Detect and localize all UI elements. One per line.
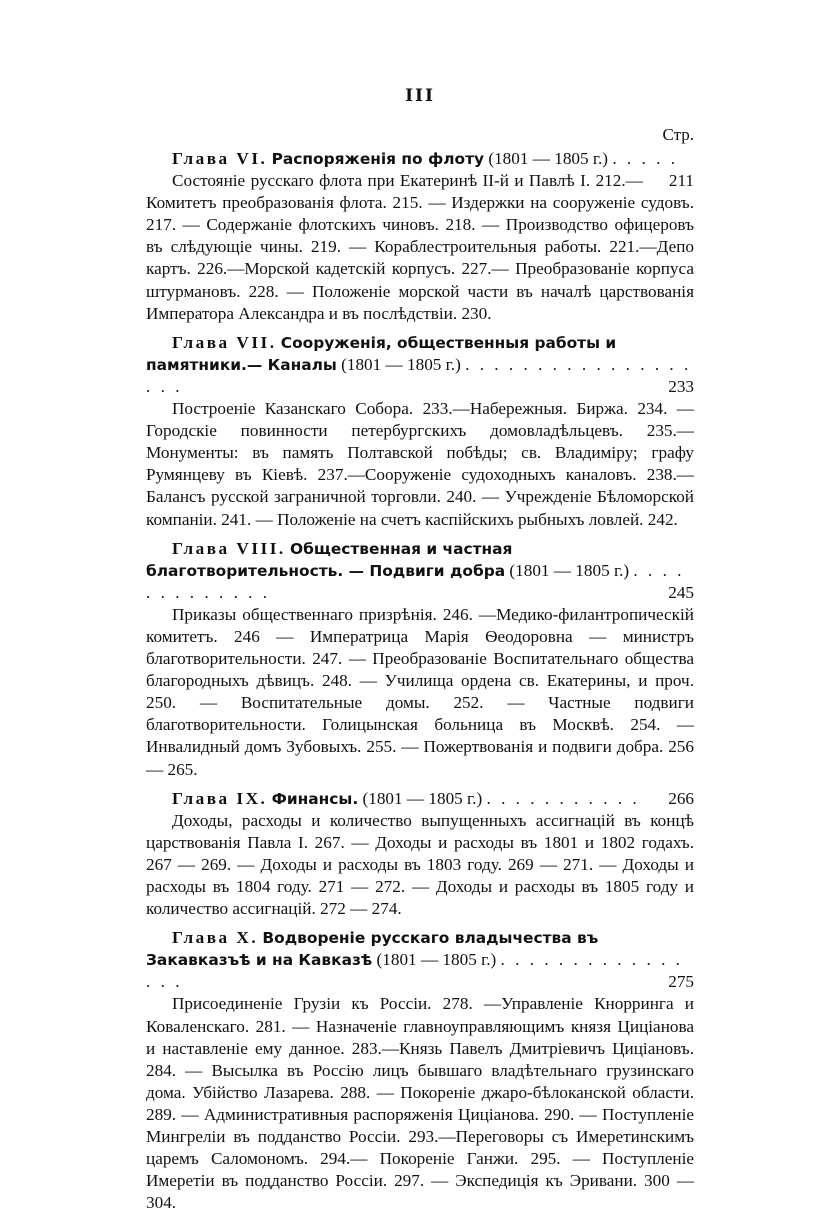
chapter-heading: [146, 788, 694, 810]
chapter-page-ref: 245: [668, 582, 694, 602]
chapter-label: Глава IX.: [172, 788, 268, 808]
chapter-page-ref: 266: [668, 788, 694, 808]
chapter-summary: Построеніе Казанскаго Собора. 233.—Набережныя. Биржа. 234. — Городскіе повинности петербургскихъ домовладѣльцевъ. 235.—Монументы: въ память Полтавской побѣды; св. Владиміру; графу Румянцеву въ Кіевѣ. 237.—Сооруженіе судоходныхъ каналовъ. 238.— Балансъ русской заграничной торговли. 240. — Учрежденіе Бѣломорской компаніи. 241. — Положеніе на счетъ каспійскихъ рыбныхъ ловлей. 242.: [146, 399, 694, 529]
chapter-title: Водвореніе русскаго владычества въ Закавказъѣ и на Кавказѣ: [146, 929, 599, 970]
chapter-label: Глава VII.: [172, 332, 277, 352]
dot-leader: . . . . .: [612, 149, 678, 168]
chapter-dates: (1801 — 1805 г.): [376, 950, 497, 970]
chapter-page-ref: 233: [668, 376, 694, 396]
chapter-dates: (1801 — 1805 г.): [509, 560, 630, 580]
chapter-label: Глава VI.: [172, 149, 268, 168]
chapter-heading: [146, 148, 694, 191]
chapter-label: Глава VIII.: [172, 538, 286, 558]
chapter-title: Финансы.: [271, 789, 359, 808]
chapter-title: Распоряженія по флоту: [271, 150, 485, 168]
chapter-dates: (1801 — 1805 г.): [341, 354, 461, 374]
chapter-dates: (1801 — 1805 г.): [488, 149, 609, 168]
dot-leader: . . . . . . . . . . . . .: [146, 560, 685, 602]
dot-leader: . . . . . . . . . . . . . . . . . . .: [146, 354, 692, 396]
chapter-summary: Состояніе русскаго флота при Екатеринѣ II-й и Павлѣ I. 212.— Комитетъ преобразованія флота. 215. — Издержки на сооруженіе судовъ. 217. — Содержаніе флотскихъ чиновъ. 218. — Производство офицеровъ въ слѣдующіе чины. 219. — Кораблестроительныя работы. 221.—Депо картъ. 226.—Морской кадетскій корпусъ. 227.— Преобразованіе корпуса штурмановъ. 228. — Положеніе морской части въ началѣ царствованія Императора Александра и въ послѣдствіи. 230.: [146, 171, 694, 323]
chapter-summary: Доходы, расходы и количество выпущенныхъ ассигнацій въ концѣ царствованія Павла I. 267. — Доходы и расходы въ 1801 и 1802 годахъ. 267 — 269. — Доходы и расходы въ 1803 году. 269 — 271. — Доходы и расходы въ 1804 году. 271 — 272. — Доходы и расходы въ 1805 году и количество ассигнацій. 272 — 274.: [146, 810, 694, 919]
chapter-title: Общественная и частная благотворительность. — Подвиги добра: [146, 539, 513, 580]
chapter-summary: Приказы общественнаго призрѣнія. 246. —Медико-филантропическій комитетъ. 246 — Императрица Марія Ѳеодоровна — министръ благотворительности. 247. — Преобразованіе Воспитательнаго общества благородныхъ дѣвицъ. 248. — Училища ордена св. Екатерины, и проч. 250. — Воспитательные домы. 252. — Частные подвиги благотворительности. Голицынская больница въ Москвѣ. 254. — Инвалидный домъ Зубовыхъ. 255. — Пожертвованія и подвиги добра. 256 — 265.: [146, 604, 694, 779]
toc-entry-chapter-10: [146, 927, 694, 1214]
chapter-heading: [146, 927, 694, 993]
chapter-page-ref: 275: [668, 972, 694, 992]
toc-entry-chapter-9: [146, 788, 694, 921]
chapter-title: Сооруженія, общественныя работы и памятники.— Каналы: [146, 333, 617, 374]
chapter-label: Глава X.: [172, 928, 259, 948]
chapter-heading: [146, 332, 694, 398]
page-number: III: [405, 86, 435, 106]
page-column-header: Стр.: [662, 125, 694, 144]
chapter-summary: Присоединеніе Грузіи къ Россіи. 278. —Управленіе Кнорринга и Коваленскаго. 281. — Назначеніе главноуправляющимъ князя Циціанова и наставленіе ему данное. 283.—Князь Павелъ Дмитріевичъ Циціановъ. 284. — Высылка въ Россію лицъ бывшаго владѣтельнаго грузинскаго дома. Убійство Лазарева. 288. — Покореніе джаро-бѣлоканской области. 289. — Административныя распоряженія Циціанова. 290. — Поступленіе Мингреліи въ подданство Россіи. 293.—Переговоры съ Имеретинскимъ царемъ Саломономъ. 294.— Покореніе Ганжи. 295. — Поступленіе Имеретіи въ подданство Россіи. 297. — Экспедиція къ Эривани. 300 — 304.: [146, 994, 694, 1213]
chapter-page-ref: 211: [668, 171, 694, 191]
dot-leader: . . . . . . . . . . .: [486, 788, 640, 808]
toc-entry-chapter-8: [146, 538, 694, 781]
chapter-dates: (1801 — 1805 г.): [362, 788, 483, 808]
table-of-contents: [146, 148, 694, 1221]
chapter-heading: [146, 538, 694, 604]
toc-entry-chapter-7: [146, 332, 694, 531]
dot-leader: . . . . . . . . . . . . . . . .: [146, 950, 683, 992]
toc-entry-chapter-6: [146, 148, 694, 325]
